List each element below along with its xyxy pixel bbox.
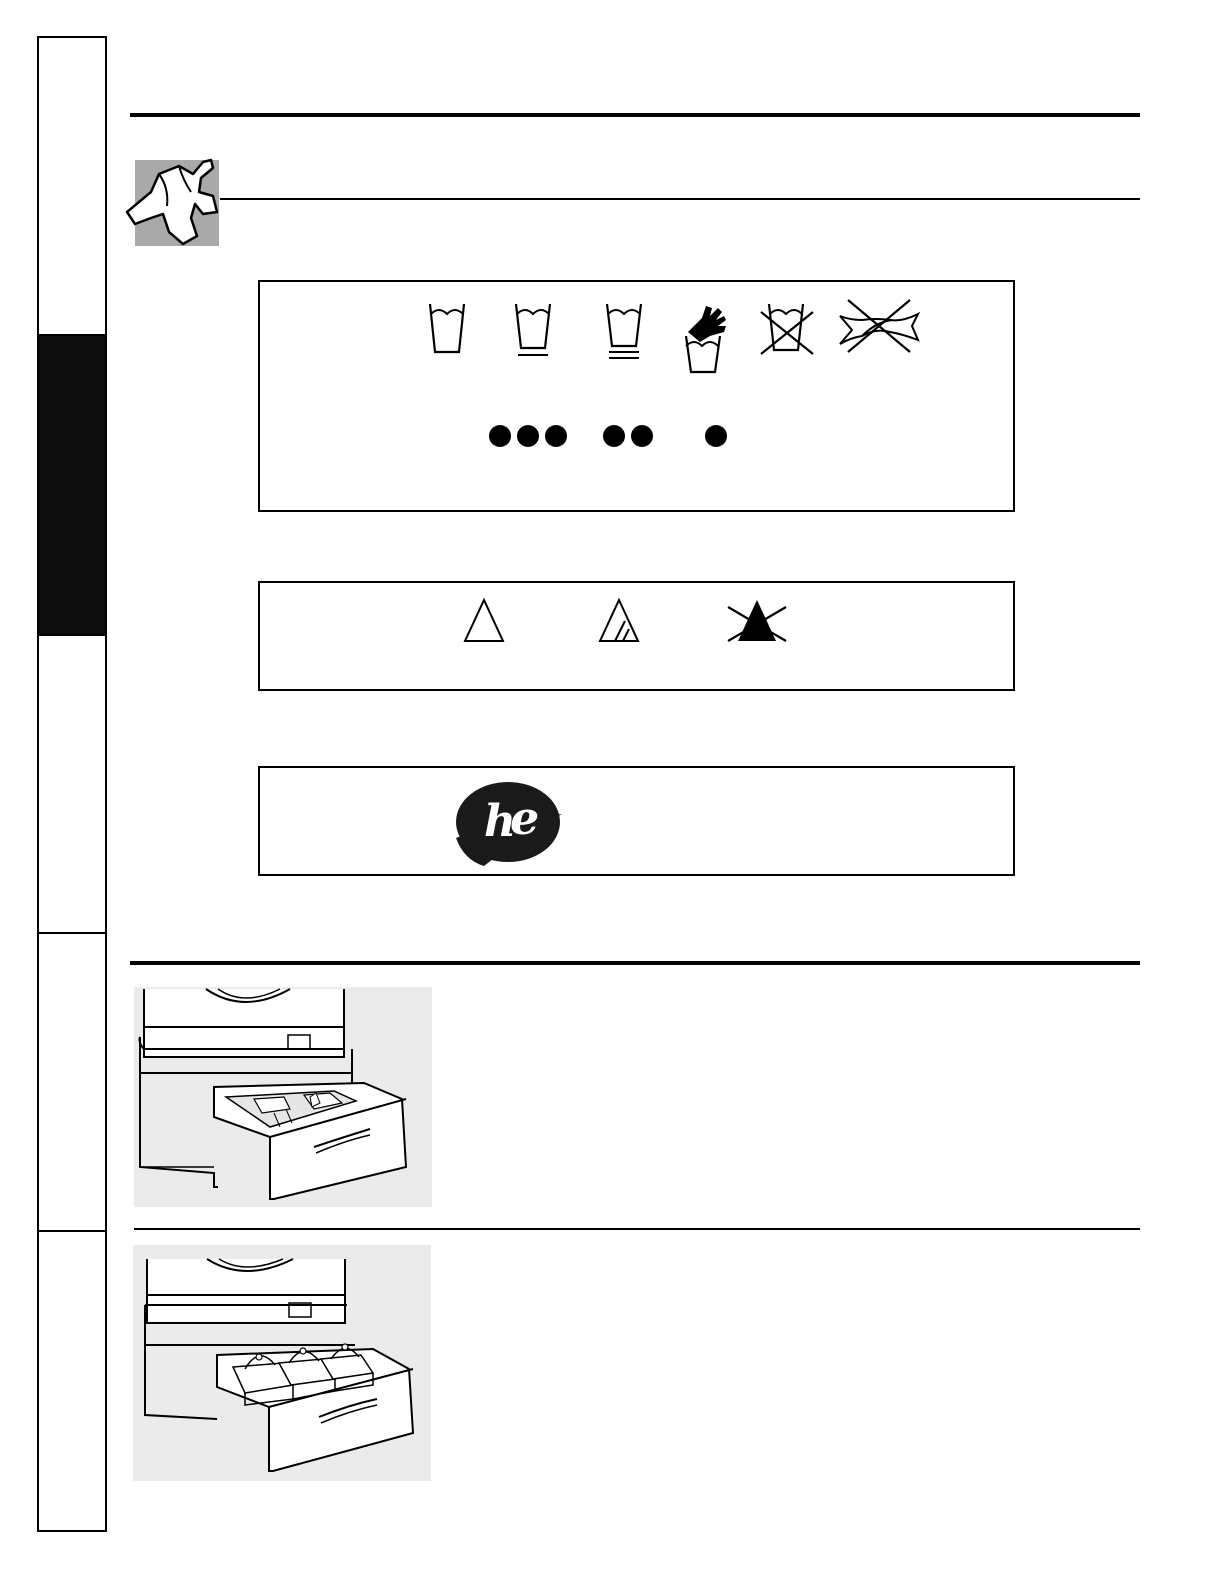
he-logo-box [258, 766, 1015, 876]
wash-permanent-press-icon [512, 298, 554, 360]
svg-text:h: h [484, 796, 516, 847]
section-rule-lower [134, 1228, 1140, 1230]
wash-temp-hot-icon [488, 424, 572, 448]
sidebar-tab-5[interactable] [37, 1230, 107, 1532]
laundry-shirt-icon [121, 152, 221, 248]
section-rule-middle [130, 961, 1140, 965]
wash-symbols-box [258, 280, 1015, 512]
section-rule-top [130, 113, 1140, 117]
pedestal-drawer-storage-illustration [133, 1245, 431, 1481]
pedestal-drawer-open-illustration [134, 987, 432, 1207]
section-rule-sub [220, 198, 1140, 200]
wash-delicate-icon [603, 298, 645, 364]
do-not-wring-icon [836, 298, 922, 354]
wash-temp-cold-icon [704, 424, 728, 448]
sidebar-tab-1[interactable] [37, 36, 107, 336]
sidebar-tab-4[interactable] [37, 932, 107, 1232]
he-detergent-logo [454, 778, 564, 870]
bleach-symbols-box [258, 581, 1015, 691]
wash-normal-icon [426, 298, 468, 358]
any-bleach-icon [462, 597, 506, 645]
do-not-bleach-icon [724, 597, 790, 645]
do-not-wash-icon [757, 298, 817, 358]
sidebar-tab-3[interactable] [37, 634, 107, 934]
non-chlorine-bleach-icon [597, 597, 641, 645]
wash-temp-warm-icon [602, 424, 658, 448]
sidebar-tab-2-active[interactable] [37, 334, 107, 636]
hand-wash-icon [680, 302, 734, 376]
svg-text:e: e [510, 791, 540, 845]
